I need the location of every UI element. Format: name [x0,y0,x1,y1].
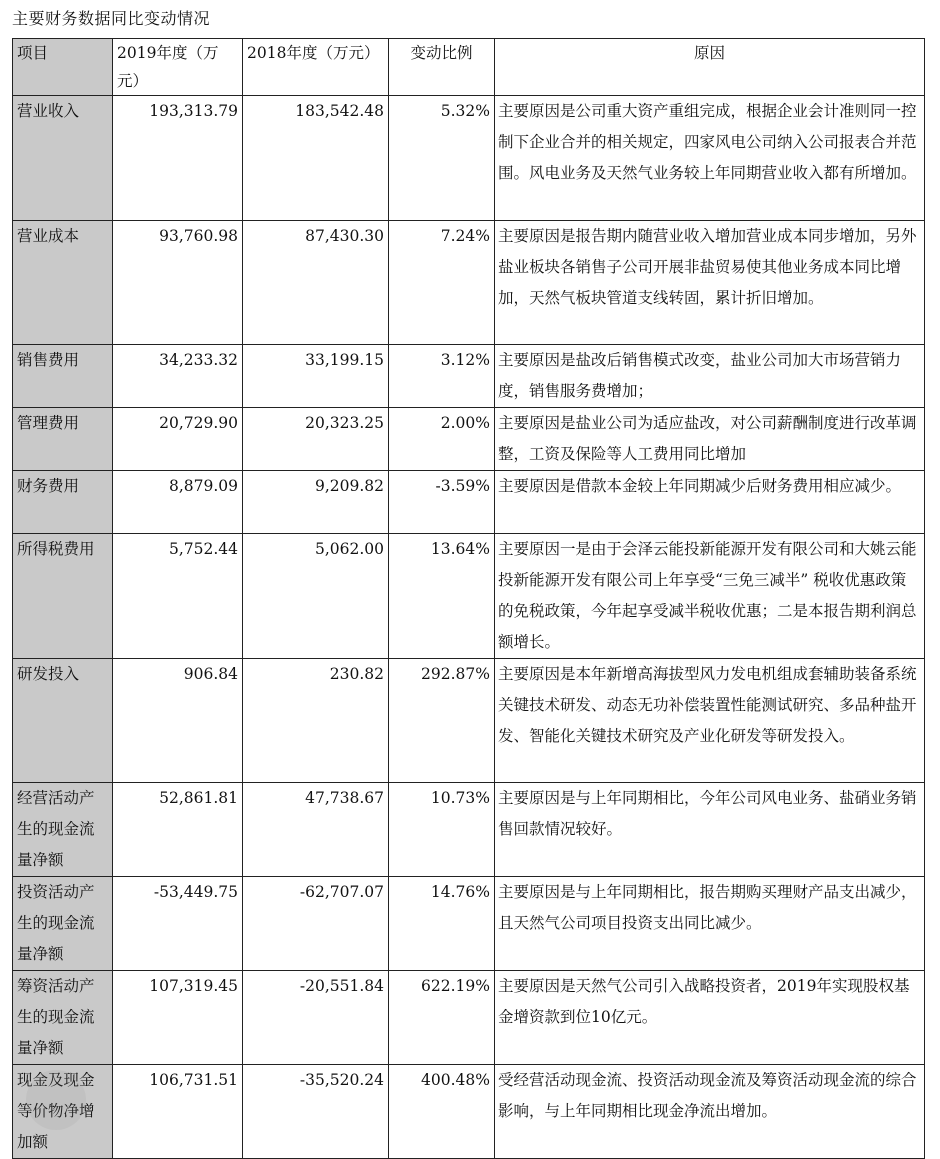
row-2019-value: 20,729.90 [113,408,243,471]
table-row [13,1065,925,1159]
row-reason: 主要原因是本年新增高海拔型风力发电机组成套辅助装备系统关键技术研发、动态无功补偿装置性能测试研究、多品种盐开发、智能化关键技术研究及产业化研发等研发投入。 [495,659,925,783]
row-change: 13.64% [389,534,495,659]
table-row [13,96,925,221]
row-change: 292.87% [389,659,495,783]
row-item: 现金及现金等价物净增加额 [13,1065,113,1159]
table-row [13,471,925,534]
row-change: 14.76% [389,877,495,971]
row-reason: 主要原因是借款本金较上年同期减少后财务费用相应减少。 [495,471,925,534]
row-2019-value: 906.84 [113,659,243,783]
row-reason: 主要原因是天然气公司引入战略投资者，2019年实现股权基金增资款到位10亿元。 [495,971,925,1065]
header-reason: 原因 [495,39,925,96]
row-2019-value: 193,313.79 [113,96,243,221]
row-item: 所得税费用 [13,534,113,659]
row-2019-value: 107,319.45 [113,971,243,1065]
table-row [13,221,925,345]
row-reason: 主要原因一是由于会泽云能投新能源开发有限公司和大姚云能投新能源开发有限公司上年享受“三免三减半” 税收优惠政策的免税政策，今年起享受减半税收优惠；二是本报告期利润总额增长。 [495,534,925,659]
table-row [13,345,925,408]
watermark-logo-icon [26,1070,86,1130]
header-change: 变动比例 [389,39,495,96]
row-change: 400.48% [389,1065,495,1159]
row-2019-value: 106,731.51 [113,1065,243,1159]
row-item: 财务费用 [13,471,113,534]
table-row [13,971,925,1065]
row-change: 10.73% [389,783,495,877]
row-item: 研发投入 [13,659,113,783]
row-reason: 受经营活动现金流、投资活动现金流及筹资活动现金流的综合影响，与上年同期相比现金净流出增加。 [495,1065,925,1159]
row-2018-value: 20,323.25 [243,408,389,471]
table-header-row [13,39,925,96]
row-reason: 主要原因是报告期内随营业收入增加营业成本同步增加，另外盐业板块各销售子公司开展非盐贸易使其他业务成本同比增加，天然气板块管道支线转固，累计折旧增加。 [495,221,925,345]
table-row [13,408,925,471]
row-item: 投资活动产生的现金流量净额 [13,877,113,971]
page-title: 主要财务数据同比变动情况 [12,9,211,28]
row-2019-value: 5,752.44 [113,534,243,659]
row-2019-value: 93,760.98 [113,221,243,345]
row-item: 销售费用 [13,345,113,408]
row-reason: 主要原因是盐业公司为适应盐改，对公司薪酬制度进行改革调整，工资及保险等人工费用同比增加 [495,408,925,471]
table-row [13,534,925,659]
row-2018-value: 183,542.48 [243,96,389,221]
row-2018-value: -35,520.24 [243,1065,389,1159]
row-change: -3.59% [389,471,495,534]
row-2019-value: -53,449.75 [113,877,243,971]
row-item: 营业成本 [13,221,113,345]
row-item: 经营活动产生的现金流量净额 [13,783,113,877]
row-change: 2.00% [389,408,495,471]
row-2018-value: 33,199.15 [243,345,389,408]
row-reason: 主要原因是公司重大资产重组完成，根据企业会计准则同一控制下企业合并的相关规定，四家风电公司纳入公司报表合并范围。风电业务及天然气业务较上年同期营业收入都有所增加。 [495,96,925,221]
row-change: 3.12% [389,345,495,408]
row-item: 筹资活动产生的现金流量净额 [13,971,113,1065]
row-2018-value: 230.82 [243,659,389,783]
header-2019: 2019年度（万元） [113,39,243,96]
row-2018-value: 9,209.82 [243,471,389,534]
row-change: 622.19% [389,971,495,1065]
row-2018-value: 87,430.30 [243,221,389,345]
row-reason: 主要原因是与上年同期相比，今年公司风电业务、盐硝业务销售回款情况较好。 [495,783,925,877]
row-2019-value: 52,861.81 [113,783,243,877]
row-2018-value: 5,062.00 [243,534,389,659]
header-2018: 2018年度（万元） [243,39,389,96]
table-row [13,783,925,877]
row-2019-value: 8,879.09 [113,471,243,534]
row-2019-value: 34,233.32 [113,345,243,408]
row-2018-value: -62,707.07 [243,877,389,971]
table-row [13,877,925,971]
row-change: 5.32% [389,96,495,221]
row-item: 管理费用 [13,408,113,471]
row-2018-value: -20,551.84 [243,971,389,1065]
header-item: 项目 [13,39,113,96]
row-2018-value: 47,738.67 [243,783,389,877]
row-reason: 主要原因是与上年同期相比，报告期购买理财产品支出减少，且天然气公司项目投资支出同比减少。 [495,877,925,971]
row-change: 7.24% [389,221,495,345]
financial-data-table [12,38,925,1159]
row-item: 营业收入 [13,96,113,221]
table-row [13,659,925,783]
row-reason: 主要原因是盐改后销售模式改变，盐业公司加大市场营销力度，销售服务费增加； [495,345,925,408]
